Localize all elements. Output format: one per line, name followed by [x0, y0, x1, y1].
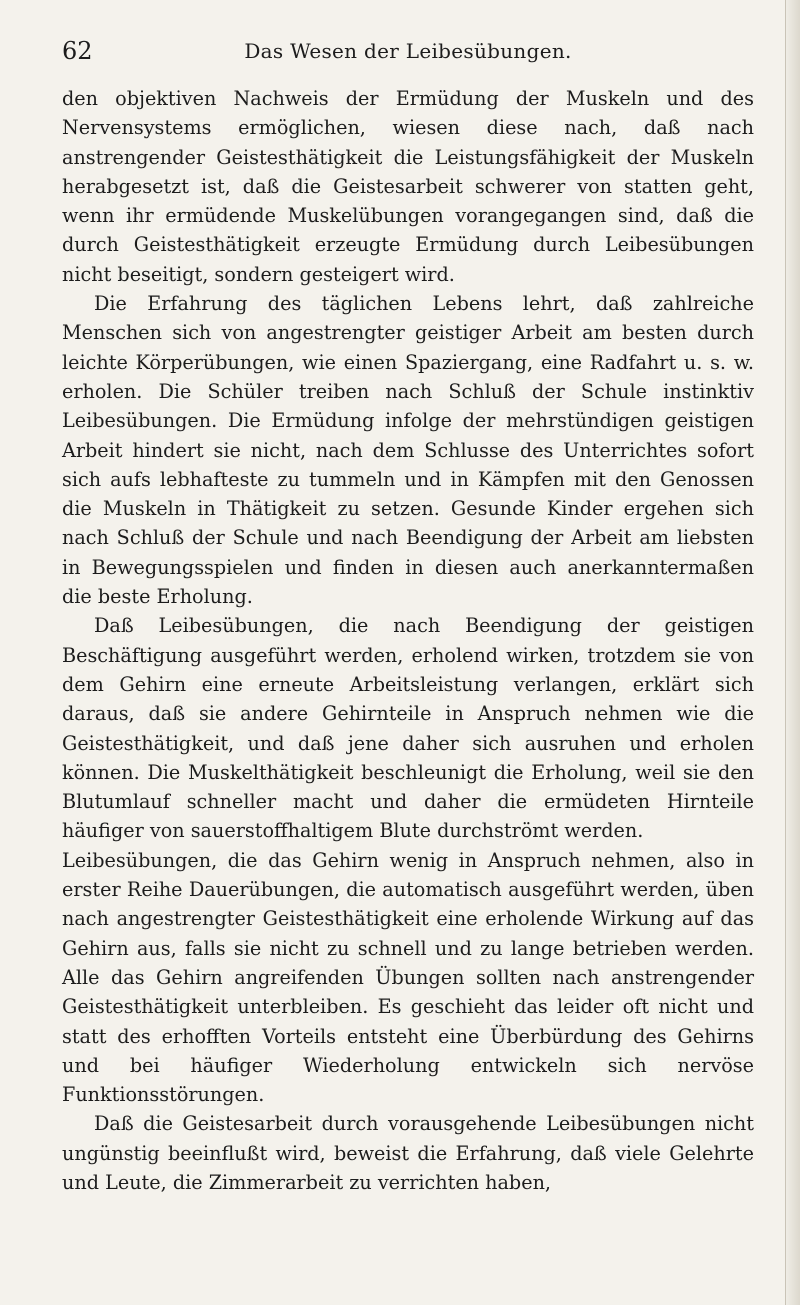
- page-edge: [785, 0, 800, 1305]
- paragraph: Die Erfahrung des täglichen Lebens lehrt, daß zahlreiche Menschen sich von angestrengter geistiger Arbeit am besten durch leichte Körperübungen, wie einen Spaziergang, eine Radfahrt u. s. w. erholen. Die Schüler treiben nach Schluß der Schule instinktiv Leibesübungen. Die Ermüdung infolge der mehrstündigen geistigen Arbeit hindert sie nicht, nach dem Schlusse des Unterrichtes sofort sich aufs lebhafteste zu tummeln und in Kämpfen mit den Genossen die Muskeln in Thätigkeit zu setzen. Gesunde Kinder ergehen sich nach Schluß der Schule und nach Beendigung der Arbeit am liebsten in Bewegungsspielen und finden in diesen auch anerkanntermaßen die beste Erholung.: [62, 292, 754, 609]
- paragraph: den objektiven Nachweis der Ermüdung der Muskeln und des Nervensystems ermöglichen, wiesen diese nach, daß nach anstrengender Geistesthätigkeit die Leistungsfähigkeit der Muskeln herabgesetzt ist, daß die Geistesarbeit schwerer von statten geht, wenn ihr ermüdende Muskelübungen vorangegangen sind, daß die durch Geistesthätigkeit erzeugte Ermüdung durch Leibesübungen nicht beseitigt, sondern gesteigert wird.: [62, 87, 754, 286]
- page-number: 62: [62, 37, 93, 65]
- paragraph: Daß die Geistesarbeit durch vorausgehende Leibesübungen nicht ungünstig beeinflußt wird, beweist die Erfahrung, daß viele Gelehrte und Leute, die Zimmerarbeit zu verrichten haben,: [62, 1112, 754, 1194]
- running-title: Das Wesen der Leibesübungen.: [244, 39, 572, 63]
- body-text: [62, 84, 754, 1197]
- page-header: [62, 34, 754, 68]
- paragraph: Daß Leibesübungen, die nach Beendigung der geistigen Beschäftigung ausgeführt werden, erholend wirken, trotzdem sie von dem Gehirn eine erneute Arbeitsleistung verlangen, erklärt sich daraus, daß sie andere Gehirnteile in Anspruch nehmen wie die Geistesthätigkeit, und daß jene daher sich ausruhen und erholen können. Die Muskelthätigkeit beschleunigt die Erholung, weil sie den Blutumlauf schneller macht und daher die ermüdeten Hirnteile häufiger von sauerstoffhaltigem Blute durchströmt werden.: [62, 614, 754, 843]
- paragraph: Leibesübungen, die das Gehirn wenig in Anspruch nehmen, also in erster Reihe Dauerübungen, die automatisch ausgeführt werden, üben nach angestrengter Geistesthätigkeit eine erholende Wirkung auf das Gehirn aus, falls sie nicht zu schnell und zu lange betrieben werden. Alle das Gehirn angreifenden Übungen sollten nach anstrengender Geistesthätigkeit unterbleiben. Es geschieht das leider oft nicht und statt des erhofften Vorteils entsteht eine Überbürdung des Gehirns und bei häufiger Wiederholung entwickeln sich nervöse Funktionsstörungen.: [62, 848, 754, 1107]
